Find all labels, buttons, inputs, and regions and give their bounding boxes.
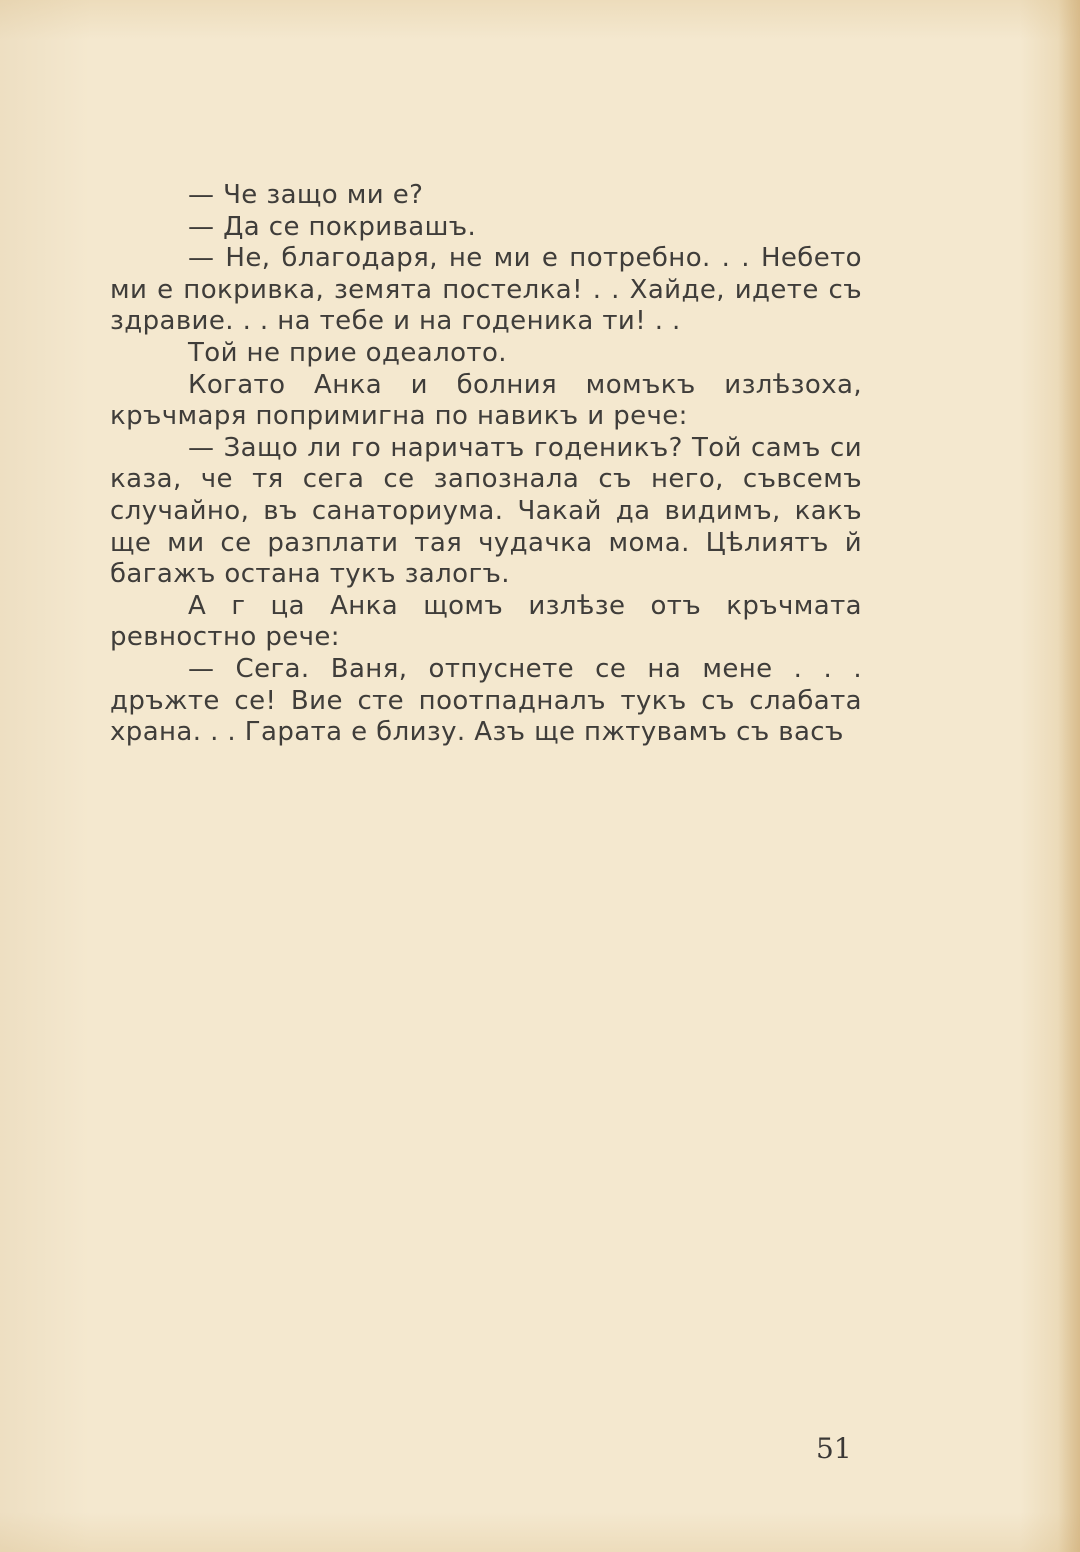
paragraph: — Че защо ми е? xyxy=(188,180,424,210)
paragraph: — Защо ли го наричатъ годеникъ? Той самъ си каза, че тя сега се запознала съ него, съвсемъ случайно, въ санаториума. Чакай да видимъ, какъ ще ми се разплати тая чудачка мома. Цѣлиятъ й багажъ остана тукъ залогъ. xyxy=(110,432,862,590)
page-number: 51 xyxy=(816,1432,852,1465)
paragraph: — Сега. Ваня, отпуснете се на мене . . . дръжте се! Вие сте поотпадналъ тукъ съ слабата храна. . . Гарата е близу. Азъ ще пжтувамъ съ васъ xyxy=(110,653,862,748)
paragraph: — Да се покривашъ. xyxy=(188,211,477,242)
paragraph: Когато Анка и болния момъкъ излѣзоха, кръчмаря попримигна по навикъ и рече: xyxy=(110,369,862,432)
paragraph: — Не, благодаря, не ми е потребно. . . Небето ми е покривка, земята постелка! . . Хайде, идете съ здравие. . . на тебе и на годеника ти! . . xyxy=(110,243,862,337)
paragraph: Той не прие одеалото. xyxy=(188,337,507,368)
body-text xyxy=(110,180,862,749)
page-edge-shadow xyxy=(1058,0,1080,1552)
paragraph: А г ца Анка щомъ излѣзе отъ кръчмата ревностно рече: xyxy=(110,590,862,653)
